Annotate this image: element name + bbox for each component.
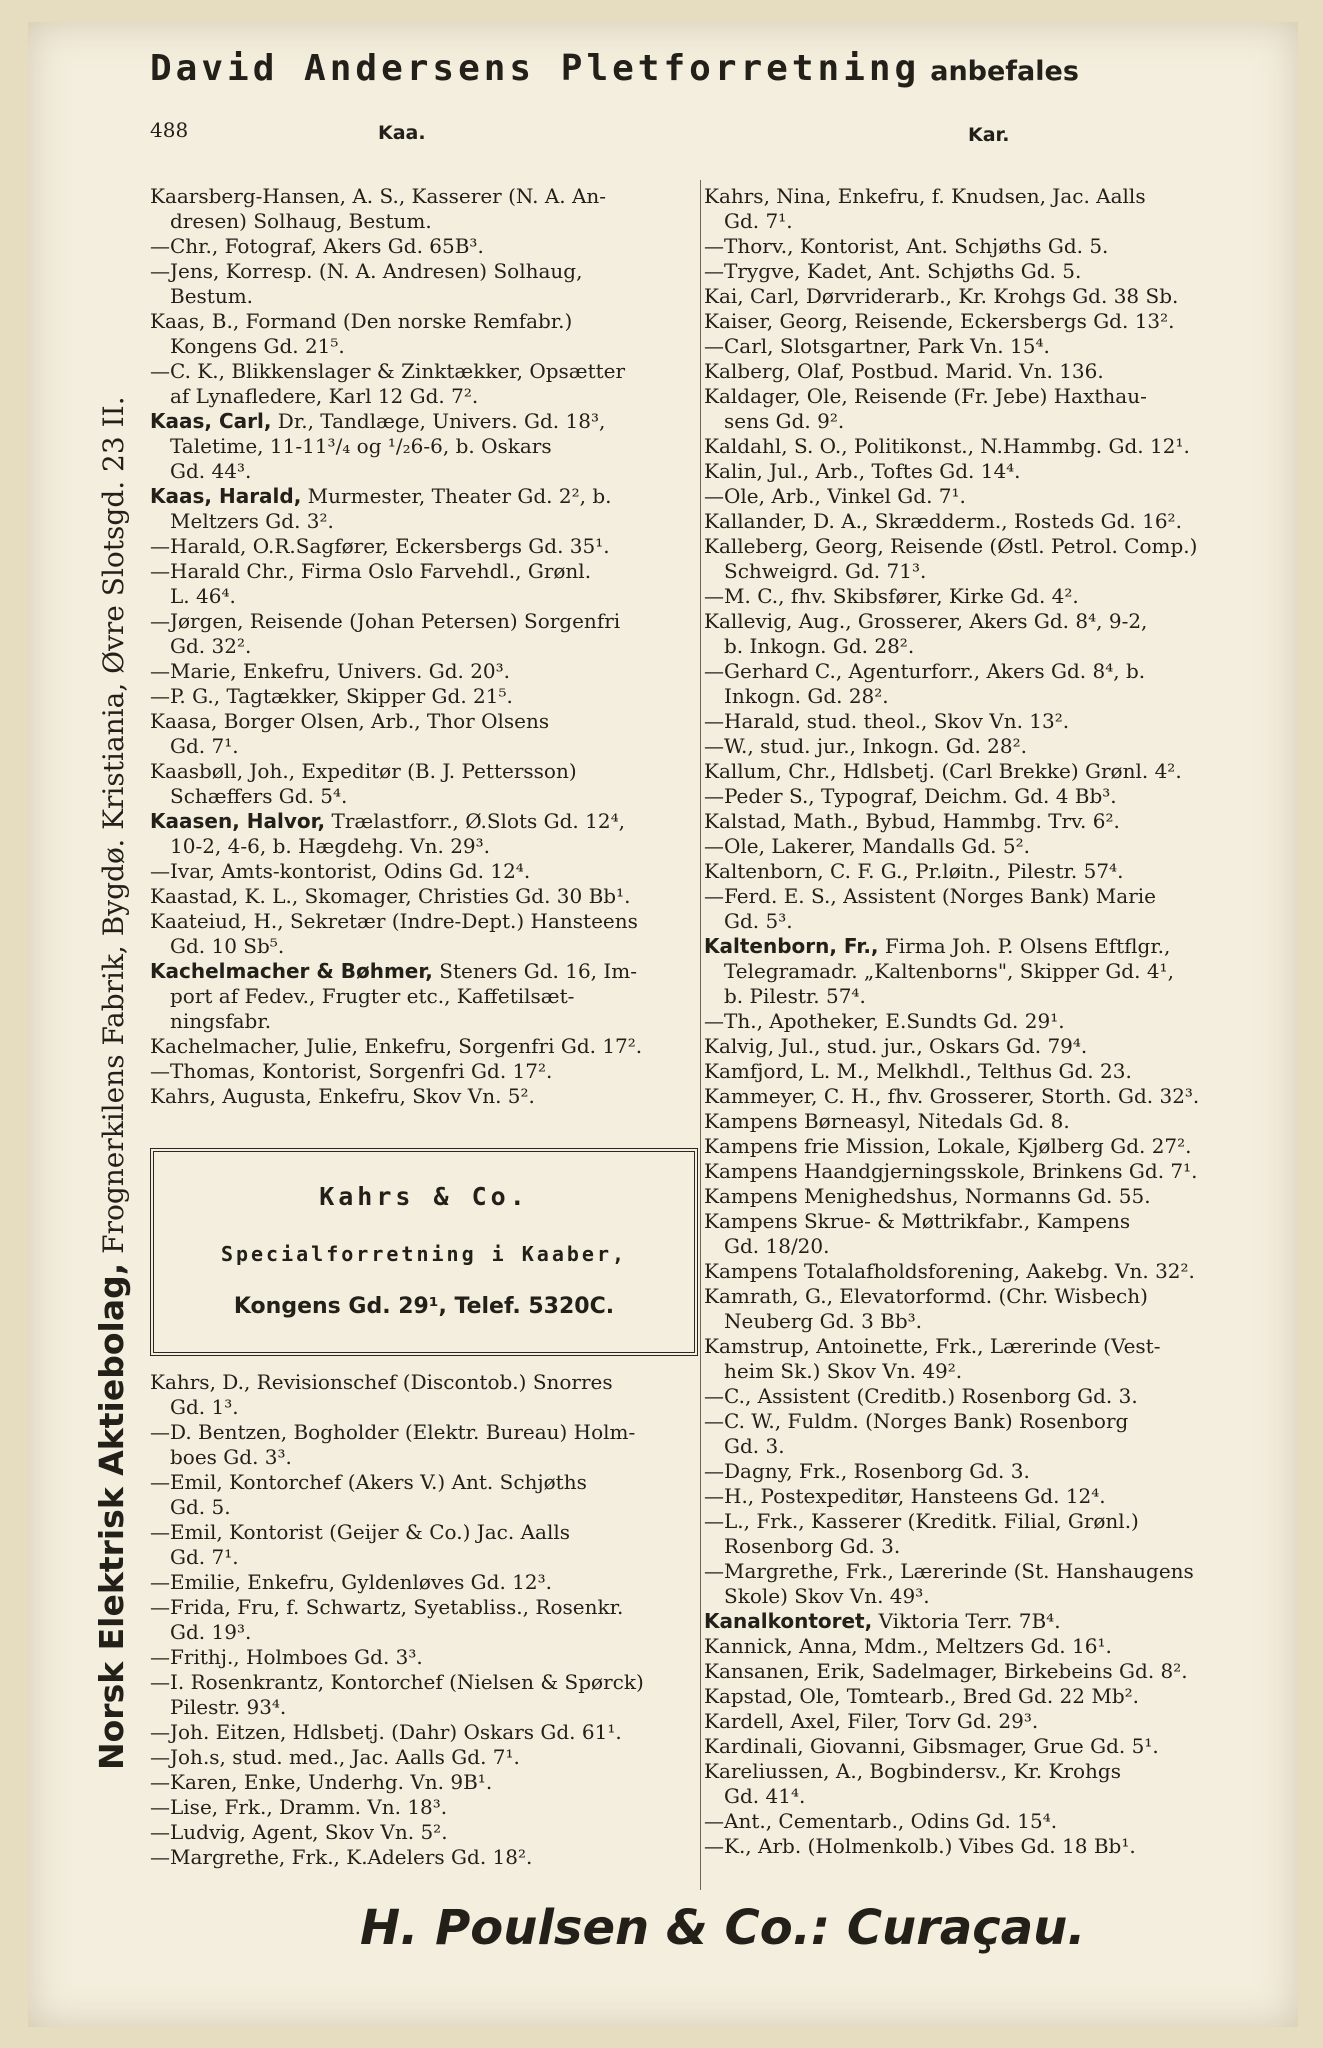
running-head-right: Kar. [968, 124, 1010, 146]
entry-line: —C., Assistent (Creditb.) Rosenborg Gd. 3. [704, 1384, 1138, 1408]
entry-line: —Peder S., Typograf, Deichm. Gd. 4 Bb³. [704, 784, 1117, 808]
side-advertisement [92, 230, 131, 1770]
entry-line: Kalin, Jul., Arb., Toftes Gd. 14⁴. [704, 459, 1021, 483]
directory-entry [704, 484, 1256, 509]
directory-entry [704, 759, 1256, 784]
directory-entry [704, 734, 1256, 759]
directory-entry [150, 1670, 698, 1720]
directory-entry [704, 284, 1256, 309]
entry-line: Pilestr. 93⁴. [170, 1695, 287, 1719]
directory-entry [704, 434, 1256, 459]
directory-entry [150, 559, 698, 609]
entry-line: —Frithj., Holmboes Gd. 3³. [150, 1645, 423, 1669]
footer-advertisement: H. Poulsen & Co.: Curaçau. [360, 1900, 1086, 1956]
entry-line: Kachelmacher, Julie, Enkefru, Sorgenfri Gd. 17². [150, 1034, 643, 1058]
directory-entry [704, 1284, 1256, 1334]
kahrs-box-advertisement [150, 1148, 698, 1356]
directory-entry [150, 259, 698, 309]
directory-entry [150, 1420, 698, 1470]
entry-line: ningsfabr. [170, 1009, 272, 1033]
entry-line: Kaltenborn, C. F. G., Pr.løitn., Pilestr. 57⁴. [704, 859, 1124, 883]
directory-entry [150, 409, 698, 484]
directory-entry [150, 1720, 698, 1745]
entry-line: —L., Frk., Kasserer (Kreditk. Filial, Grønl.) [704, 1509, 1139, 1533]
directory-entry [150, 359, 698, 409]
entry-line: —Ant., Cementarb., Odins Gd. 15⁴. [704, 1809, 1058, 1833]
entry-line: Kaastad, K. L., Skomager, Christies Gd. 30 Bb¹. [150, 884, 631, 908]
entry-line: Schweigrd. Gd. 71³. [724, 559, 927, 583]
entry-line: —H., Postexpeditør, Hansteens Gd. 12⁴. [704, 1484, 1106, 1508]
directory-entry [150, 184, 698, 234]
entry-line: af Lynafledere, Karl 12 Gd. 7². [170, 384, 479, 408]
entry-line: Kaas, Carl, Dr., Tandlæge, Univers. Gd. 18³, [150, 409, 606, 433]
directory-entry [150, 884, 698, 909]
directory-entry [704, 509, 1256, 534]
entry-line: Kalberg, Olaf, Postbud. Marid. Vn. 136. [704, 359, 1104, 383]
entry-line: Kaldager, Ole, Reisende (Fr. Jebe) Haxthau- [704, 384, 1147, 408]
entry-line: Kampens Haandgjerningsskole, Brinkens Gd. 7¹. [704, 1159, 1198, 1183]
entry-line: —Frida, Fru, f. Schwartz, Syetabliss., Rosenkr. [150, 1595, 624, 1619]
entry-line: Kallevig, Aug., Grosserer, Akers Gd. 8⁴, 9-2, [704, 609, 1148, 633]
entry-line: Neuberg Gd. 3 Bb³. [724, 1309, 923, 1333]
entry-line: Kaasen, Halvor, Trælastforr., Ø.Slots Gd. 12⁴, [150, 809, 625, 833]
entry-line: Kammeyer, C. H., fhv. Grosserer, Storth. Gd. 32³. [704, 1084, 1200, 1108]
directory-entry [150, 484, 698, 534]
directory-entry [150, 959, 698, 1034]
entry-line: Kaldahl, S. O., Politikonst., N.Hammbg. Gd. 12¹. [704, 434, 1190, 458]
entry-line: Gd. 41⁴. [724, 1784, 806, 1808]
entry-line: Kalleberg, Georg, Reisende (Østl. Petrol. Comp.) [704, 534, 1198, 558]
directory-entry [704, 334, 1256, 359]
entry-line: —Harald, stud. theol., Skov Vn. 13². [704, 709, 1070, 733]
entry-line: Kallum, Chr., Hdlsbetj. (Carl Brekke) Grønl. 4². [704, 759, 1182, 783]
entry-line: —Ivar, Amts-kontorist, Odins Gd. 12⁴. [150, 859, 531, 883]
entry-line: Kalstad, Math., Bybud, Hammbg. Trv. 6². [704, 809, 1120, 833]
directory-entry [704, 1059, 1256, 1084]
entry-line: —Harald Chr., Firma Oslo Farvehdl., Grønl. [150, 559, 592, 583]
directory-entry [704, 1809, 1256, 1834]
directory-entry [150, 1059, 698, 1084]
entry-line: —Dagny, Frk., Rosenborg Gd. 3. [704, 1459, 1030, 1483]
page-number: 488 [150, 118, 189, 142]
directory-entry [704, 1709, 1256, 1734]
directory-entry [150, 1370, 698, 1420]
entry-line: —Thorv., Kontorist, Ant. Schjøths Gd. 5. [704, 234, 1109, 258]
entry-line: —Margrethe, Frk., K.Adelers Gd. 18². [150, 1845, 533, 1869]
directory-entry [150, 1795, 698, 1820]
entry-line: —Trygve, Kadet, Ant. Schjøths Gd. 5. [704, 259, 1082, 283]
entry-line: Gd. 18/20. [724, 1234, 830, 1258]
directory-entry [704, 784, 1256, 809]
directory-entry [150, 1084, 698, 1109]
directory-entry [704, 1484, 1256, 1509]
directory-entry [150, 234, 698, 259]
entry-line: —Th., Apotheker, E.Sundts Gd. 29¹. [704, 1009, 1065, 1033]
directory-entry [150, 1770, 698, 1795]
entry-line: —Emilie, Enkefru, Gyldenløves Gd. 12³. [150, 1570, 553, 1594]
entry-line: boes Gd. 3³. [170, 1445, 292, 1469]
running-head-left: Kaa. [378, 122, 426, 144]
entry-line: Kaarsberg-Hansen, A. S., Kasserer (N. A. An- [150, 184, 607, 208]
entry-line: —I. Rosenkrantz, Kontorchef (Nielsen & Spørck) [150, 1670, 644, 1694]
entry-line: —Margrethe, Frk., Lærerinde (St. Hanshaugens [704, 1559, 1194, 1583]
entry-line: Kampens frie Mission, Lokale, Kjølberg Gd. 27². [704, 1134, 1192, 1158]
entry-line: Kaasa, Borger Olsen, Arb., Thor Olsens [150, 709, 550, 733]
entry-line: Gd. 32². [170, 634, 252, 658]
directory-entry [704, 1734, 1256, 1759]
directory-entry [704, 1034, 1256, 1059]
directory-entry [704, 1184, 1256, 1209]
directory-entry [150, 759, 698, 809]
entry-line: —Thomas, Kontorist, Sorgenfri Gd. 17². [150, 1059, 553, 1083]
entry-line: dresen) Solhaug, Bestum. [170, 209, 432, 233]
entry-line: Kahrs, Nina, Enkefru, f. Knudsen, Jac. Aalls [704, 184, 1146, 208]
directory-entry [150, 1645, 698, 1670]
directory-entry [704, 659, 1256, 709]
directory-entry [704, 1559, 1256, 1609]
entry-line: Kongens Gd. 21⁵. [170, 334, 345, 358]
entry-line: —Karen, Enke, Underhg. Vn. 9B¹. [150, 1770, 493, 1794]
entry-line: Kapstad, Ole, Tomtearb., Bred Gd. 22 Mb². [704, 1684, 1139, 1708]
entry-line: Kai, Carl, Dørvriderarb., Kr. Krohgs Gd. 38 Sb. [704, 284, 1179, 308]
directory-entry [704, 809, 1256, 834]
directory-entry [704, 1659, 1256, 1684]
side-ad-bold: Norsk Elektrisk Aktiebolag, [92, 1262, 131, 1770]
directory-entry [704, 884, 1256, 934]
directory-entry [704, 934, 1256, 1009]
directory-entry [150, 1570, 698, 1595]
entry-line: —Emil, Kontorchef (Akers V.) Ant. Schjøths [150, 1470, 587, 1494]
entry-line: Gd. 10 Sb⁵. [170, 934, 285, 958]
entry-line: Kahrs, Augusta, Enkefru, Skov Vn. 5². [150, 1084, 535, 1108]
entry-line: Kalvig, Jul., stud. jur., Oskars Gd. 79⁴. [704, 1034, 1088, 1058]
directory-entry [704, 834, 1256, 859]
right-column [704, 184, 1256, 1859]
entry-line: Kampens Børneasyl, Nitedals Gd. 8. [704, 1109, 1070, 1133]
directory-entry [704, 234, 1256, 259]
entry-line: Gd. 7¹. [170, 1545, 239, 1569]
box-ad-address: Kongens Gd. 29¹, Telef. 5320C. [233, 1294, 615, 1319]
entry-line: Skole) Skov Vn. 49³. [724, 1584, 930, 1608]
entry-line: Gd. 5³. [724, 909, 793, 933]
entry-line: Kareliussen, A., Bogbindersv., Kr. Krohgs [704, 1759, 1122, 1783]
directory-entry [704, 1159, 1256, 1184]
directory-entry [704, 1409, 1256, 1459]
entry-line: Kamfjord, L. M., Melkhdl., Telthus Gd. 23. [704, 1059, 1132, 1083]
entry-line: —Marie, Enkefru, Univers. Gd. 20³. [150, 659, 511, 683]
entry-line: Gd. 3. [724, 1434, 785, 1458]
directory-entry [704, 859, 1256, 884]
entry-line: —Joh. Eitzen, Hdlsbetj. (Dahr) Oskars Gd. 61¹. [150, 1720, 622, 1744]
entry-line: —Carl, Slotsgartner, Park Vn. 15⁴. [704, 334, 1050, 358]
directory-entry [704, 1134, 1256, 1159]
directory-entry [704, 709, 1256, 734]
entry-line: b. Inkogn. Gd. 28². [724, 634, 915, 658]
directory-entry [150, 1520, 698, 1570]
left-column [150, 184, 698, 1109]
entry-line: —Ole, Arb., Vinkel Gd. 7¹. [704, 484, 966, 508]
directory-entry [150, 909, 698, 959]
directory-entry [704, 1384, 1256, 1409]
box-ad-name: Kahrs & Co. [319, 1182, 529, 1211]
header-ad-tail: anbefales [930, 56, 1079, 87]
entry-line: Kampens Skrue- & Møttrikfabr., Kampens [704, 1209, 1131, 1233]
entry-line: —K., Arb. (Holmenkolb.) Vibes Gd. 18 Bb¹. [704, 1834, 1136, 1858]
entry-line: Inkogn. Gd. 28². [724, 684, 889, 708]
directory-entry [150, 609, 698, 659]
directory-entry [704, 259, 1256, 284]
directory-entry [704, 1009, 1256, 1034]
entry-line: —Jørgen, Reisende (Johan Petersen) Sorgenfri [150, 609, 621, 633]
entry-line: —Gerhard C., Agenturforr., Akers Gd. 8⁴, b. [704, 659, 1146, 683]
entry-line: —Jens, Korresp. (N. A. Andresen) Solhaug, [150, 259, 583, 283]
entry-line: —C. K., Blikkenslager & Zinktækker, Opsætter [150, 359, 626, 383]
entry-line: —Joh.s, stud. med., Jac. Aalls Gd. 7¹. [150, 1745, 520, 1769]
directory-entry [150, 534, 698, 559]
entry-line: —Chr., Fotograf, Akers Gd. 65B³. [150, 234, 484, 258]
directory-entry [704, 459, 1256, 484]
entry-line: Kannick, Anna, Mdm., Meltzers Gd. 16¹. [704, 1634, 1112, 1658]
entry-line: Kampens Menighedshus, Normanns Gd. 55. [704, 1184, 1151, 1208]
directory-entry [704, 584, 1256, 609]
entry-line: Gd. 44³. [170, 459, 252, 483]
directory-entry [704, 1209, 1256, 1259]
directory-entry [704, 1459, 1256, 1484]
directory-entry [704, 1084, 1256, 1109]
entry-line: —P. G., Tagtækker, Skipper Gd. 21⁵. [150, 684, 513, 708]
directory-entry [704, 534, 1256, 584]
entry-line: Kansanen, Erik, Sadelmager, Birkebeins Gd. 8². [704, 1659, 1188, 1683]
entry-line: Gd. 1³. [170, 1395, 239, 1419]
directory-entry [704, 1109, 1256, 1134]
entry-line: —M. C., fhv. Skibsfører, Kirke Gd. 4². [704, 584, 1079, 608]
entry-line: —Ole, Lakerer, Mandalls Gd. 5². [704, 834, 1030, 858]
entry-line: b. Pilestr. 57⁴. [724, 984, 866, 1008]
directory-entry [704, 359, 1256, 384]
entry-line: Kachelmacher & Bøhmer, Steners Gd. 16, Im- [150, 959, 638, 983]
entry-line: Kardinali, Giovanni, Gibsmager, Grue Gd. 5¹. [704, 1734, 1159, 1758]
entry-line: Kaasbøll, Joh., Expeditør (B. J. Pettersson) [150, 759, 577, 783]
entry-line: —Emil, Kontorist (Geijer & Co.) Jac. Aalls [150, 1520, 571, 1544]
directory-entry [150, 659, 698, 684]
directory-entry [150, 309, 698, 359]
entry-line: Schæffers Gd. 5⁴. [170, 784, 348, 808]
entry-line: Kaas, B., Formand (Den norske Remfabr.) [150, 309, 573, 333]
entry-line: —Lise, Frk., Dramm. Vn. 18³. [150, 1795, 448, 1819]
column-divider [700, 180, 701, 1890]
directory-entry [704, 384, 1256, 434]
directory-entry [704, 1834, 1256, 1859]
directory-entry [150, 1845, 698, 1870]
header-ad-main: David Andersens Pletforretning [150, 48, 921, 89]
directory-entry [704, 1759, 1256, 1809]
entry-line: Kardell, Axel, Filer, Torv Gd. 29³. [704, 1709, 1039, 1733]
entry-line: heim Sk.) Skov Vn. 49². [724, 1359, 963, 1383]
side-ad-rest: Frognerkilens Fabrik, Bygdø. Kristiania, Øvre Slotsgd. 23 II. [97, 396, 130, 1263]
entry-line: Gd. 7¹. [724, 209, 793, 233]
entry-line: sens Gd. 9². [724, 409, 845, 433]
entry-line: Meltzers Gd. 3². [170, 509, 334, 533]
entry-line: —W., stud. jur., Inkogn. Gd. 28². [704, 734, 1028, 758]
entry-line: Kaltenborn, Fr., Firma Joh. P. Olsens Eftflgr., [704, 934, 1171, 958]
entry-line: Gd. 19³. [170, 1620, 252, 1644]
entry-line: Kamstrup, Antoinette, Frk., Lærerinde (Vest- [704, 1334, 1161, 1358]
directory-entry [150, 809, 698, 859]
directory-entry [704, 1634, 1256, 1659]
directory-entry [150, 1745, 698, 1770]
directory-entry [150, 1034, 698, 1059]
directory-entry [150, 684, 698, 709]
directory-entry [704, 309, 1256, 334]
entry-line: Rosenborg Gd. 3. [724, 1534, 901, 1558]
entry-line: Kanalkontoret, Viktoria Terr. 7B⁴. [704, 1609, 1061, 1633]
entry-line: Kampens Totalafholdsforening, Aakebg. Vn. 32². [704, 1259, 1195, 1283]
entry-line: Bestum. [170, 284, 254, 308]
header-advertisement [150, 48, 1250, 89]
entry-line: Telegramadr. „Kaltenborns", Skipper Gd. 4¹, [724, 959, 1174, 983]
box-ad-specialty: Specialforretning i Kaaber, [220, 1242, 628, 1266]
entry-line: Kaiser, Georg, Reisende, Eckersbergs Gd. 13². [704, 309, 1175, 333]
entry-line: Kaateiud, H., Sekretær (Indre-Dept.) Hansteens [150, 909, 638, 933]
directory-entry [150, 709, 698, 759]
entry-line: 10-2, 4-6, b. Hægdehg. Vn. 29³. [170, 834, 491, 858]
entry-line: Taletime, 11-11³/₄ og ¹/₂6-6, b. Oskars [170, 434, 552, 458]
entry-line: Kamrath, G., Elevatorformd. (Chr. Wisbech) [704, 1284, 1148, 1308]
entry-line: Gd. 5. [170, 1495, 231, 1519]
directory-entry [150, 1470, 698, 1520]
directory-entry [704, 1259, 1256, 1284]
directory-entry [704, 1334, 1256, 1384]
entry-line: L. 46⁴. [170, 584, 236, 608]
directory-entry [150, 1820, 698, 1845]
left-column-continued [150, 1370, 698, 1870]
entry-line: —C. W., Fuldm. (Norges Bank) Rosenborg [704, 1409, 1129, 1433]
directory-entry [704, 184, 1256, 234]
directory-entry [704, 1609, 1256, 1634]
entry-line: —Ferd. E. S., Assistent (Norges Bank) Marie [704, 884, 1156, 908]
directory-entry [704, 609, 1256, 659]
entry-line: Gd. 7¹. [170, 734, 239, 758]
entry-line: port af Fedev., Frugter etc., Kaffetilsæt- [170, 984, 575, 1008]
entry-line: —Harald, O.R.Sagfører, Eckersbergs Gd. 35¹. [150, 534, 610, 558]
directory-entry [704, 1509, 1256, 1559]
entry-line: Kallander, D. A., Skrædderm., Rosteds Gd. 16². [704, 509, 1182, 533]
directory-entry [150, 1595, 698, 1645]
entry-line: —Ludvig, Agent, Skov Vn. 5². [150, 1820, 448, 1844]
directory-entry [704, 1684, 1256, 1709]
entry-line: Kaas, Harald, Murmester, Theater Gd. 2², b. [150, 484, 612, 508]
entry-line: —D. Bentzen, Bogholder (Elektr. Bureau) Holm- [150, 1420, 636, 1444]
entry-line: Kahrs, D., Revisionschef (Discontob.) Snorres [150, 1370, 613, 1394]
directory-entry [150, 859, 698, 884]
